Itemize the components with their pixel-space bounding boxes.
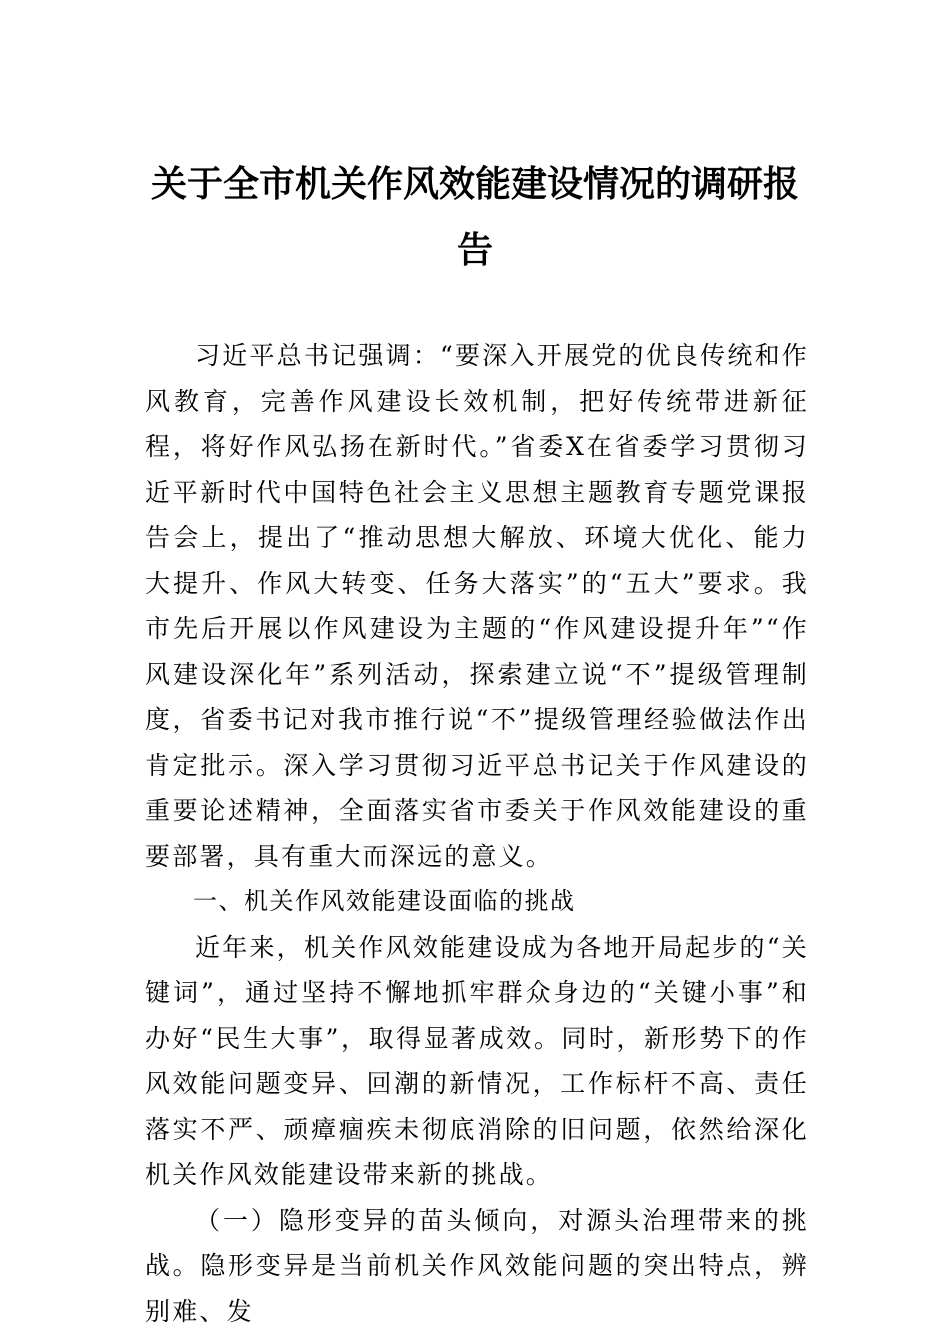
section-heading: 一、机关作风效能建设面临的挑战 — [193, 887, 576, 915]
document-body — [145, 333, 809, 1334]
subsection-paragraph: （一）隐形变异的苗头倾向，对源头治理带来的挑战。隐形变异是当前机关作风效能问题的突出特点，辨别难、发 — [145, 1205, 809, 1326]
intro-paragraph: 习近平总书记强调：“要深入开展党的优良传统和作风教育，完善作风建设长效机制，把好传统带进新征程，将好作风弘扬在新时代。”省委X在省委学习贯彻习近平新时代中国特色社会主义思想主题教育专题党课报告会上，提出了“推动思想大解放、环境大优化、能力大提升、作风大转变、任务大落实”的“五大”要求。我市先后开展以作风建设为主题的“作风建设提升年”“作风建设深化年”系列活动，探索建立说“不”提级管理制度，省委书记对我市推行说“不”提级管理经验做法作出肯定批示。深入学习贯彻习近平总书记关于作风建设的重要论述精神，全面落实省市委关于作风效能建设的重要部署，具有重大而深远的意义。 — [145, 341, 809, 871]
section-paragraph: 近年来，机关作风效能建设成为各地开局起步的“关键词”，通过坚持不懈地抓牢群众身边的“关键小事”和办好“民生大事”，取得显著成效。同时，新形势下的作风效能问题变异、回潮的新情况，工作标杆不高、责任落实不严、顽瘴痼疾未彻底消除的旧问题，依然给深化机关作风效能建设带来新的挑战。 — [145, 932, 809, 1189]
document-title-line-2: 告 — [456, 229, 493, 271]
document-title-line-1: 关于全市机关作风效能建设情况的调研报 — [150, 163, 799, 205]
